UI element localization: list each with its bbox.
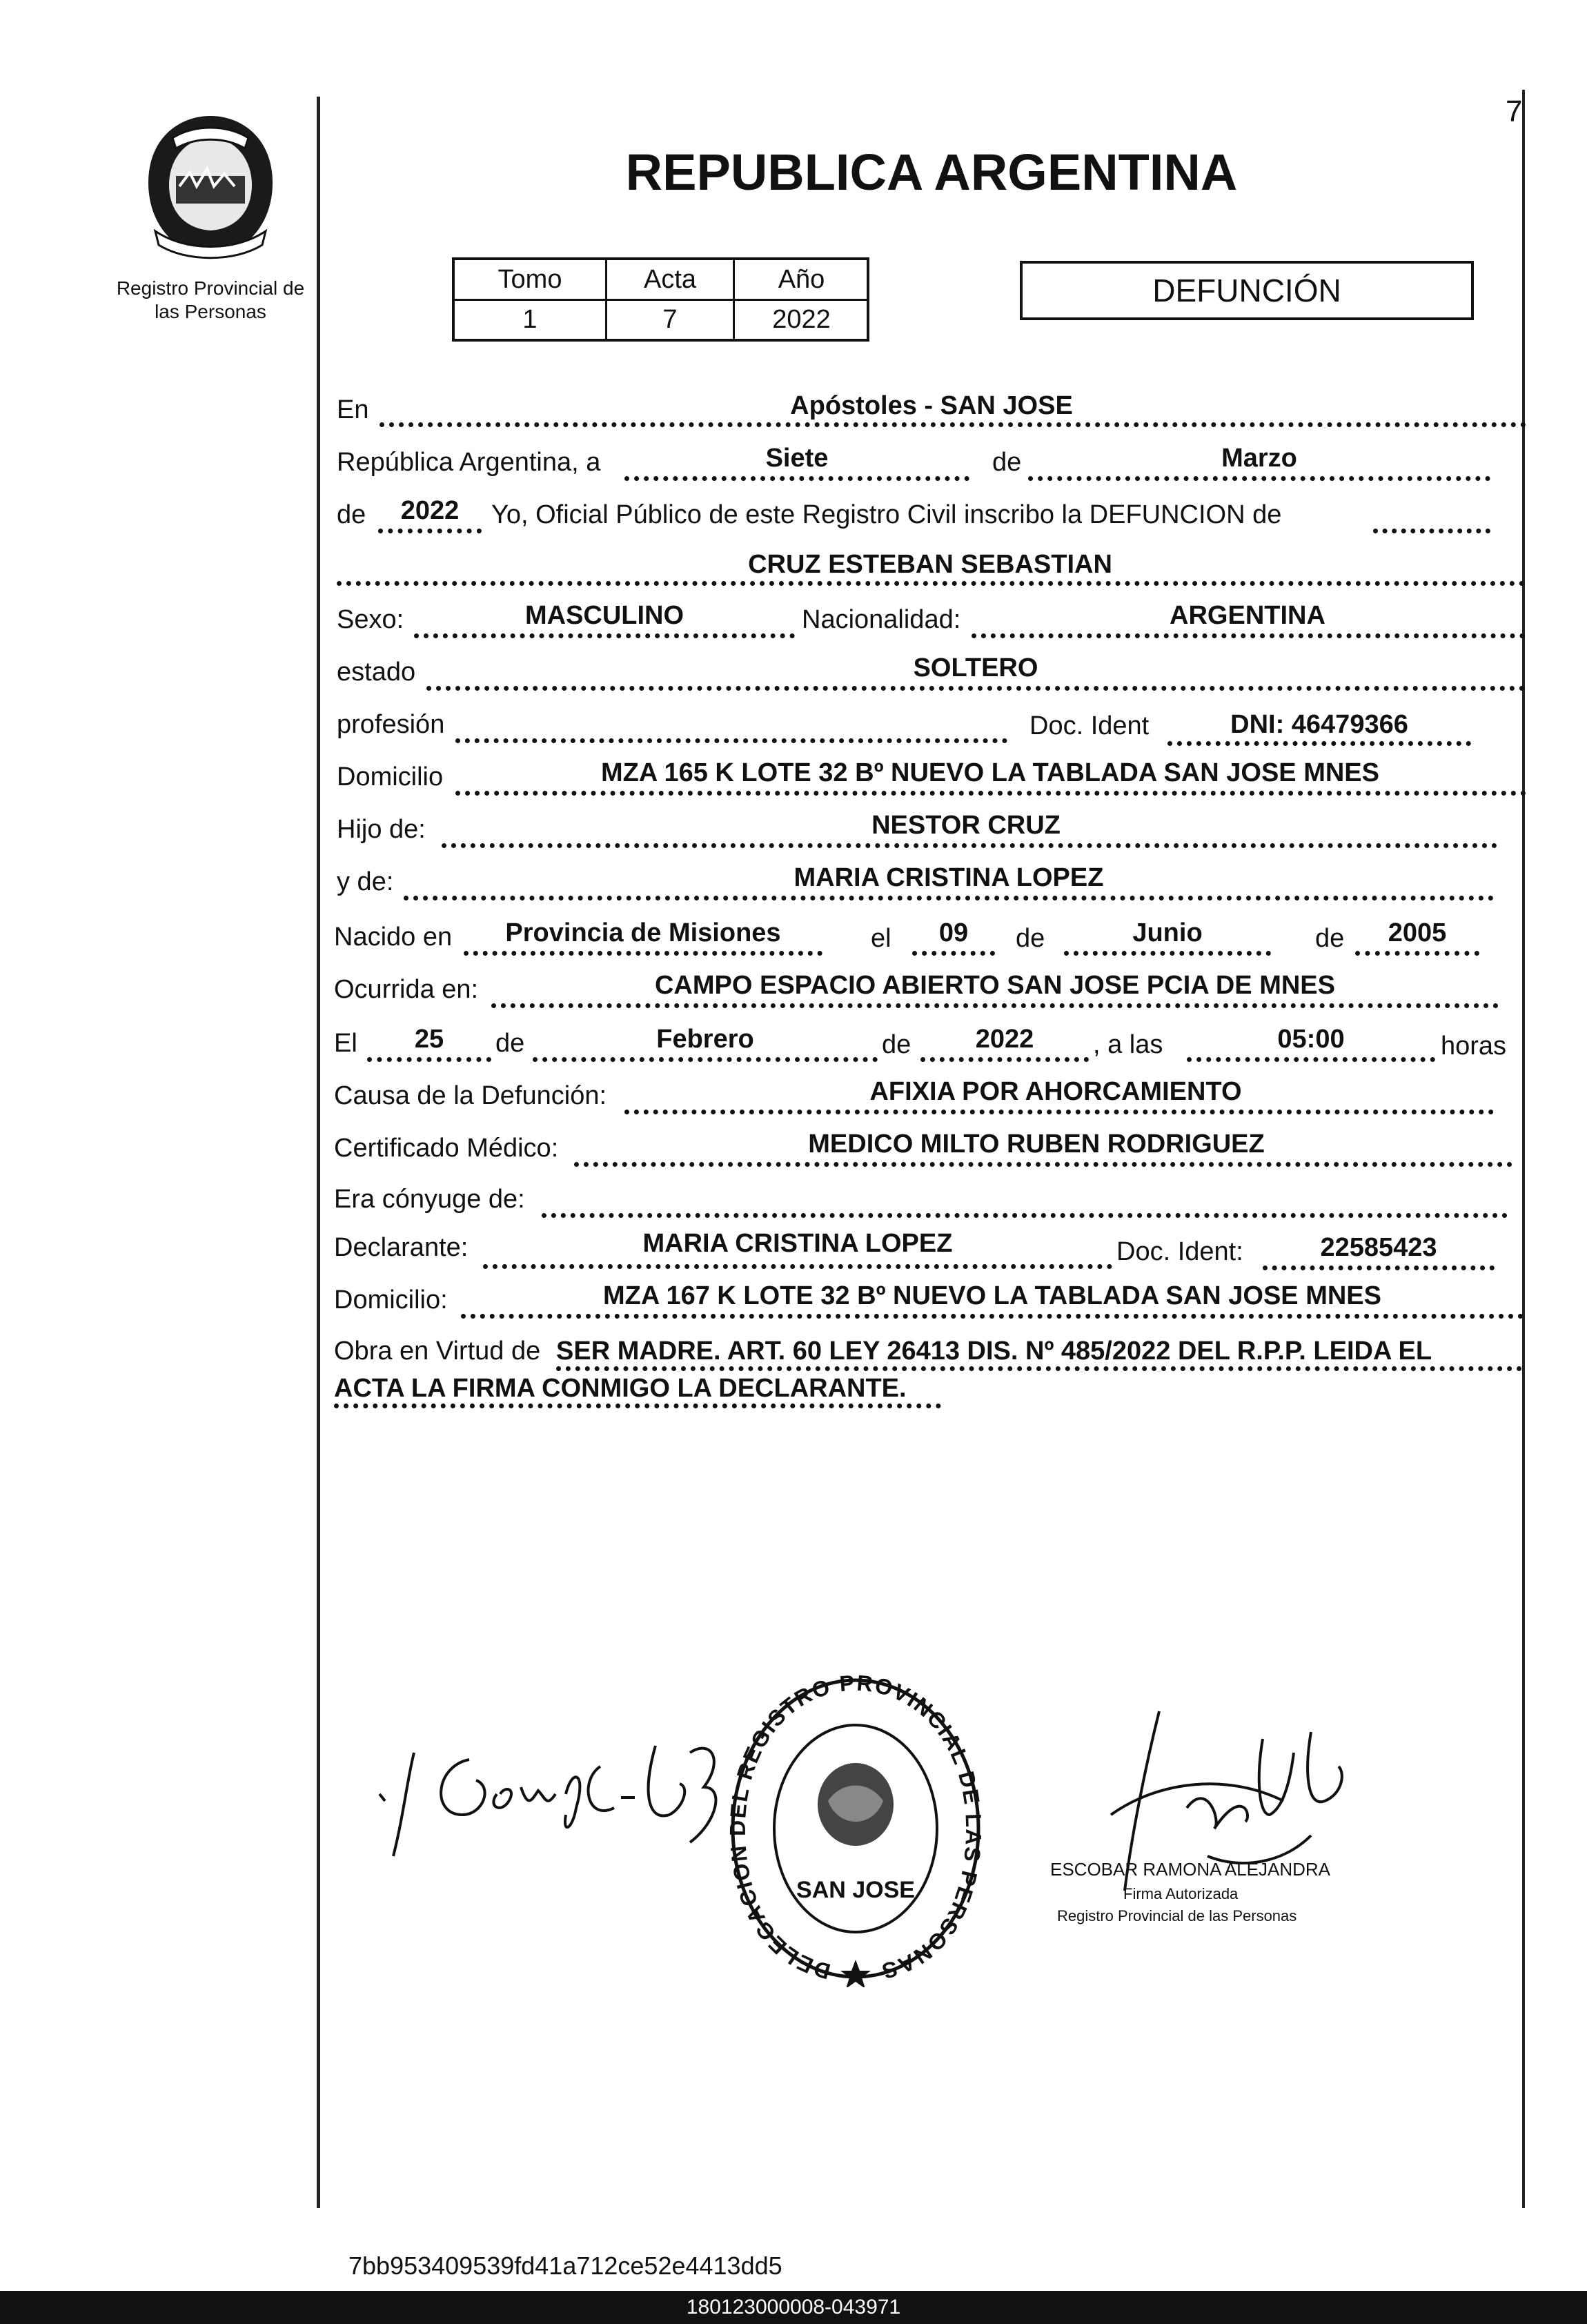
- dotted-line: [1028, 476, 1490, 481]
- estado-value: SOLTERO: [913, 653, 1038, 682]
- dotted-line: [972, 633, 1525, 638]
- dotted-line: [624, 1110, 1494, 1114]
- month-value: Marzo: [1221, 444, 1297, 473]
- dotted-line: [404, 896, 1494, 900]
- de-label: de: [992, 448, 1022, 477]
- certificado-label: Certificado Médico:: [334, 1134, 559, 1163]
- nac-dia-value: 09: [938, 918, 969, 947]
- document-title: REPUBLICA ARGENTINA: [625, 144, 1238, 201]
- dotted-line: [574, 1162, 1512, 1167]
- domicilio2-value: MZA 167 K LOTE 32 Bº NUEVO LA TABLADA SAN JOSE MNES: [603, 1281, 1381, 1310]
- obra-line1-value: SER MADRE. ART. 60 LEY 26413 DIS. Nº 485/2022 DEL R.P.P. LEIDA EL: [556, 1337, 1432, 1366]
- volume-table: [452, 257, 869, 342]
- table-header-tomo: Tomo: [497, 265, 562, 294]
- seal-inner-text: SAN JOSE: [796, 1877, 915, 1903]
- day-word-value: Siete: [765, 444, 829, 473]
- record-type-box: DEFUNCIÓN: [1020, 261, 1474, 320]
- document-hash: 7bb953409539fd41a712ce52e4413dd5: [348, 2252, 782, 2280]
- sexo-value: MASCULINO: [524, 601, 684, 630]
- horas-label: horas: [1441, 1032, 1507, 1061]
- nac-mes-value: Junio: [1132, 918, 1203, 947]
- dotted-line: [483, 1264, 1112, 1269]
- dotted-line: [1187, 1057, 1435, 1062]
- dotted-line: [1064, 951, 1271, 956]
- def-mes-value: Febrero: [656, 1025, 754, 1054]
- dotted-line: [379, 422, 1526, 427]
- profesion-label: profesión: [337, 710, 445, 739]
- doc2-label: Doc. Ident:: [1116, 1237, 1243, 1266]
- page-number: 7: [1506, 95, 1523, 128]
- doc-value: DNI: 46479366: [1230, 710, 1408, 739]
- dotted-line: [1167, 741, 1471, 746]
- madre-value: MARIA CRISTINA LOPEZ: [793, 863, 1104, 892]
- yde-label: y de:: [337, 867, 394, 896]
- deceased-name-value: CRUZ ESTEBAN SEBASTIAN: [748, 550, 1112, 579]
- official-office: Registro Provincial de las Personas: [1057, 1907, 1297, 1924]
- hijo-label: Hijo de:: [337, 815, 426, 844]
- def-hora-value: 05:00: [1277, 1025, 1345, 1054]
- el2-label: El: [334, 1029, 357, 1058]
- inscribo-text: Yo, Oficial Público de este Registro Civil inscribo la DEFUNCION de: [491, 500, 1282, 529]
- nacido-lugar-value: Provincia de Misiones: [505, 918, 781, 947]
- footer-code: 180123000008-043971: [686, 2296, 901, 2318]
- seal-stamp-icon: [724, 1670, 987, 1987]
- dotted-line: [1373, 529, 1490, 533]
- dotted-line: [1355, 951, 1479, 956]
- registry-name-line1: Registro Provincial de: [116, 277, 305, 299]
- year-value: 2022: [400, 496, 460, 525]
- dotted-line: [442, 843, 1497, 848]
- left-margin-line: [317, 97, 320, 2208]
- dotted-line: [556, 1366, 1522, 1371]
- dotted-line: [464, 951, 822, 956]
- dotted-line: [542, 1213, 1508, 1218]
- ocurrida-value: CAMPO ESPACIO ABIERTO SAN JOSE PCIA DE MNES: [654, 971, 1336, 1000]
- dotted-line: [624, 476, 969, 481]
- official-title: Firma Autorizada: [1123, 1885, 1239, 1902]
- de-label: de: [1016, 924, 1045, 953]
- dotted-line: [426, 686, 1525, 691]
- el-label: el: [871, 924, 891, 953]
- def-dia-value: 25: [414, 1025, 444, 1054]
- table-value-anio: 2022: [772, 305, 831, 334]
- official-seal: [724, 1670, 987, 1987]
- conyuge-label: Era cónyuge de:: [334, 1185, 525, 1214]
- province-emblem: [138, 110, 283, 262]
- ocurrida-label: Ocurrida en:: [334, 975, 479, 1004]
- dotted-line: [920, 1057, 1089, 1062]
- seal-outer-text: DELEGACION DEL REGISTRO PROVINCIAL DE LAS PERSONAS: [724, 1670, 987, 1985]
- nac-anio-value: 2005: [1388, 918, 1447, 947]
- dotted-line: [334, 1404, 941, 1408]
- sexo-label: Sexo:: [337, 605, 404, 634]
- official-name: ESCOBAR RAMONA ALEJANDRA: [1050, 1859, 1330, 1880]
- dotted-line: [455, 738, 1007, 743]
- dotted-line: [461, 1314, 1524, 1319]
- place-value: Apóstoles - SAN JOSE: [790, 391, 1073, 420]
- causa-value: AFIXIA POR AHORCAMIENTO: [869, 1077, 1242, 1106]
- de-label: de: [337, 500, 366, 529]
- table-header-acta: Acta: [643, 265, 697, 294]
- dotted-line: [367, 1057, 491, 1062]
- alas-label: , a las: [1093, 1030, 1163, 1059]
- en-label: En: [337, 395, 369, 424]
- de-label: de: [495, 1029, 525, 1058]
- de-label: de: [882, 1030, 911, 1059]
- domicilio-value: MZA 165 K LOTE 32 Bº NUEVO LA TABLADA SAN JOSE MNES: [601, 758, 1379, 787]
- dotted-line: [1263, 1266, 1495, 1270]
- domicilio2-label: Domicilio:: [334, 1286, 448, 1314]
- doc-label: Doc. Ident: [1029, 711, 1150, 740]
- dotted-line: [455, 791, 1526, 796]
- nacionalidad-value: ARGENTINA: [1170, 601, 1325, 630]
- dotted-line: [337, 581, 1525, 586]
- def-anio-value: 2022: [975, 1025, 1034, 1054]
- right-margin-line: [1522, 90, 1525, 2208]
- emblem-icon: [138, 110, 283, 262]
- declarante-label: Declarante:: [334, 1233, 469, 1262]
- dotted-line: [491, 1003, 1499, 1008]
- table-value-tomo: 1: [522, 305, 538, 334]
- causa-label: Causa de la Defunción:: [334, 1081, 607, 1110]
- declarant-signature: [366, 1711, 752, 1870]
- republica-label: República Argentina, a: [337, 448, 601, 477]
- estado-label: estado: [337, 658, 416, 687]
- certificado-value: MEDICO MILTO RUBEN RODRIGUEZ: [808, 1130, 1265, 1159]
- obra-line2-value: ACTA LA FIRMA CONMIGO LA DECLARANTE.: [334, 1374, 907, 1403]
- padre-value: NESTOR CRUZ: [871, 811, 1061, 840]
- doc2-value: 22585423: [1320, 1233, 1437, 1262]
- table-header-anio: Año: [778, 265, 825, 294]
- declarante-value: MARIA CRISTINA LOPEZ: [642, 1229, 953, 1258]
- dotted-line: [533, 1057, 878, 1062]
- handwritten-signature-icon: [366, 1711, 752, 1870]
- nacido-label: Nacido en: [334, 923, 453, 952]
- footer-bar: [0, 2291, 1587, 2324]
- registry-name-line2: las Personas: [155, 301, 266, 322]
- de-label: de: [1315, 924, 1345, 953]
- nacionalidad-label: Nacionalidad:: [802, 605, 961, 634]
- dotted-line: [912, 951, 995, 956]
- dotted-line: [378, 529, 482, 533]
- table-value-acta: 7: [662, 305, 678, 334]
- dotted-line: [414, 633, 795, 638]
- obra-label: Obra en Virtud de: [334, 1337, 541, 1366]
- domicilio-label: Domicilio: [337, 762, 444, 791]
